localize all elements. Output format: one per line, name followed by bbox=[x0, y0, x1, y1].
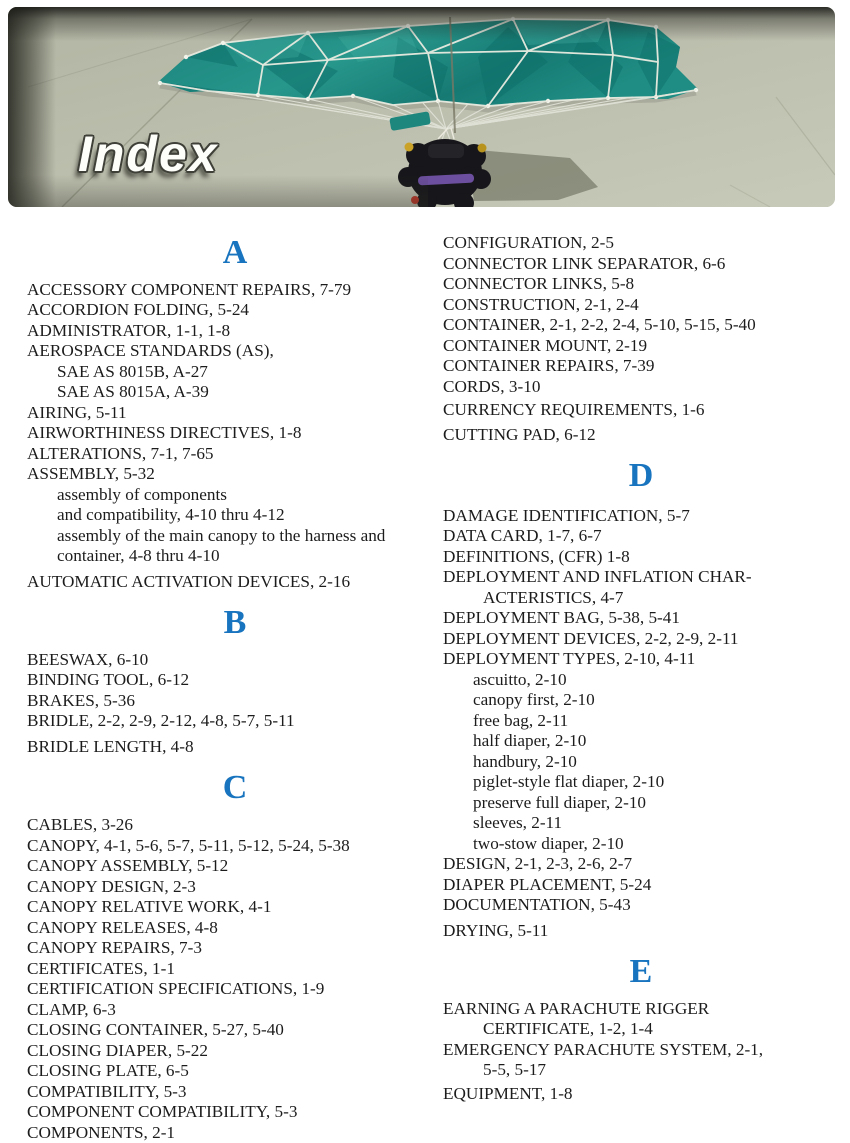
index-entry: AIRWORTHINESS DIRECTIVES, 1-8 bbox=[27, 423, 302, 443]
index-entry: CURRENCY REQUIREMENTS, 1-6 bbox=[443, 400, 705, 419]
index-entry: COMPONENT COMPATIBILITY, 5-3 bbox=[27, 1102, 298, 1122]
index-entry: DEPLOYMENT AND INFLATION CHAR- bbox=[443, 567, 752, 587]
section-letter: A bbox=[222, 234, 248, 271]
index-entry: CERTIFICATES, 1-1 bbox=[27, 958, 175, 978]
index-entry: CORDS, 3-10 bbox=[443, 376, 541, 396]
index-entry: ACCESSORY COMPONENT REPAIRS, 7-79 bbox=[27, 279, 352, 299]
index-entry: DESIGN, 2-1, 2-3, 2-6, 2-7 bbox=[443, 854, 633, 874]
index-entry: DOCUMENTATION, 5-43 bbox=[443, 895, 631, 915]
index-entry: piglet-style flat diaper, 2-10 bbox=[473, 772, 665, 792]
index-entry: BRIDLE, 2-2, 2-9, 2-12, 4-8, 5-7, 5-11 bbox=[27, 711, 295, 731]
index-entry: ASSEMBLY, 5-32 bbox=[27, 464, 155, 484]
index-entry: EMERGENCY PARACHUTE SYSTEM, 2-1, bbox=[443, 1039, 764, 1059]
index-entry: half diaper, 2-10 bbox=[473, 731, 587, 751]
index-entry: CONNECTOR LINKS, 5-8 bbox=[443, 274, 635, 293]
index-entry: CONTAINER REPAIRS, 7-39 bbox=[443, 356, 655, 375]
index-entry: DEPLOYMENT BAG, 5-38, 5-41 bbox=[443, 608, 680, 628]
index-entry: ascuitto, 2-10 bbox=[473, 669, 567, 689]
index-entry: CONNECTOR LINK SEPARATOR, 6-6 bbox=[443, 253, 726, 273]
index-entry: SAE AS 8015A, A-39 bbox=[57, 382, 209, 402]
index-entry: assembly of components bbox=[57, 484, 227, 504]
index-entry: AIRING, 5-11 bbox=[27, 402, 127, 422]
index-entry: ACTERISTICS, 4-7 bbox=[483, 587, 624, 607]
index-entry: EQUIPMENT, 1-8 bbox=[443, 1083, 573, 1103]
index-entry: COMPATIBILITY, 5-3 bbox=[27, 1081, 187, 1101]
section-letter: B bbox=[223, 604, 247, 642]
index-entry: and compatibility, 4-10 thru 4-12 bbox=[57, 505, 285, 525]
index-entry: 5-5, 5-17 bbox=[483, 1060, 547, 1080]
index-entry: canopy first, 2-10 bbox=[473, 690, 595, 710]
index-entry: sleeves, 2-11 bbox=[473, 813, 563, 833]
index-entry: CLOSING CONTAINER, 5-27, 5-40 bbox=[27, 1020, 284, 1040]
index-entry: DEPLOYMENT TYPES, 2-10, 4-11 bbox=[443, 649, 696, 669]
index-entry: CANOPY REPAIRS, 7-3 bbox=[27, 938, 202, 958]
index-entry: CERTIFICATION SPECIFICATIONS, 1-9 bbox=[27, 979, 325, 999]
index-entry: SAE AS 8015B, A-27 bbox=[57, 361, 208, 381]
index-entry: CLOSING PLATE, 6-5 bbox=[27, 1061, 189, 1081]
index-entry: DRYING, 5-11 bbox=[443, 920, 549, 940]
index-entry: ACCORDION FOLDING, 5-24 bbox=[27, 300, 250, 320]
index-entry: EARNING A PARACHUTE RIGGER bbox=[443, 998, 710, 1018]
index-entry: preserve full diaper, 2-10 bbox=[473, 792, 647, 812]
index-column-left bbox=[27, 233, 443, 1143]
index-entry: CANOPY ASSEMBLY, 5-12 bbox=[27, 856, 229, 876]
header-photo bbox=[8, 7, 835, 207]
index-entry: container, 4-8 thru 4-10 bbox=[57, 546, 220, 566]
index-entry: BRIDLE LENGTH, 4-8 bbox=[27, 736, 194, 756]
index-entry: CONFIGURATION, 2-5 bbox=[443, 233, 614, 252]
index-entry: DEPLOYMENT DEVICES, 2-2, 2-9, 2-11 bbox=[443, 628, 739, 648]
index-entry: CUTTING PAD, 6-12 bbox=[443, 424, 596, 444]
index-entry: COMPONENTS, 2-1 bbox=[27, 1122, 176, 1142]
index-entry: CABLES, 3-26 bbox=[27, 815, 133, 835]
index-entry: CANOPY RELATIVE WORK, 4-1 bbox=[27, 897, 272, 917]
index-entry: AEROSPACE STANDARDS (AS), bbox=[27, 341, 274, 361]
index-entry: BRAKES, 5-36 bbox=[27, 690, 135, 710]
index-entry: ADMINISTRATOR, 1-1, 1-8 bbox=[27, 320, 231, 340]
index-entry: AUTOMATIC ACTIVATION DEVICES, 2-16 bbox=[27, 571, 351, 591]
index-entry: CLOSING DIAPER, 5-22 bbox=[27, 1040, 208, 1060]
index-entry: ALTERATIONS, 7-1, 7-65 bbox=[27, 443, 214, 463]
index-entry: free bag, 2-11 bbox=[473, 710, 569, 730]
index-entry: CANOPY RELEASES, 4-8 bbox=[27, 917, 218, 937]
index-entry: assembly of the main canopy to the harness and bbox=[57, 525, 386, 545]
index-entry: CLAMP, 6-3 bbox=[27, 999, 116, 1019]
section-letter: E bbox=[629, 953, 653, 991]
page-title: Index bbox=[78, 126, 219, 182]
index-entry: CONTAINER, 2-1, 2-2, 2-4, 5-10, 5-15, 5-40 bbox=[443, 315, 756, 334]
index-entry: BINDING TOOL, 6-12 bbox=[27, 670, 190, 690]
index-column-right bbox=[443, 233, 839, 1143]
index-entry: CANOPY DESIGN, 2-3 bbox=[27, 876, 196, 896]
index-entry: DATA CARD, 1-7, 6-7 bbox=[443, 526, 602, 546]
section-letter: C bbox=[222, 769, 248, 807]
index-entry: DEFINITIONS, (CFR) 1-8 bbox=[443, 546, 630, 566]
index-entry: DIAPER PLACEMENT, 5-24 bbox=[443, 874, 652, 894]
index-entry: BEESWAX, 6-10 bbox=[27, 649, 149, 669]
index-columns bbox=[27, 233, 839, 1143]
index-entry: CERTIFICATE, 1-2, 1-4 bbox=[483, 1019, 653, 1039]
index-entry: DAMAGE IDENTIFICATION, 5-7 bbox=[443, 505, 690, 525]
index-entry: CONTAINER MOUNT, 2-19 bbox=[443, 335, 648, 355]
index-entry: two-stow diaper, 2-10 bbox=[473, 833, 624, 853]
section-letter: D bbox=[628, 457, 654, 494]
index-entry: CONSTRUCTION, 2-1, 2-4 bbox=[443, 294, 639, 314]
index-entry: CANOPY, 4-1, 5-6, 5-7, 5-11, 5-12, 5-24, 5-38 bbox=[27, 835, 350, 855]
index-entry: handbury, 2-10 bbox=[473, 751, 577, 771]
